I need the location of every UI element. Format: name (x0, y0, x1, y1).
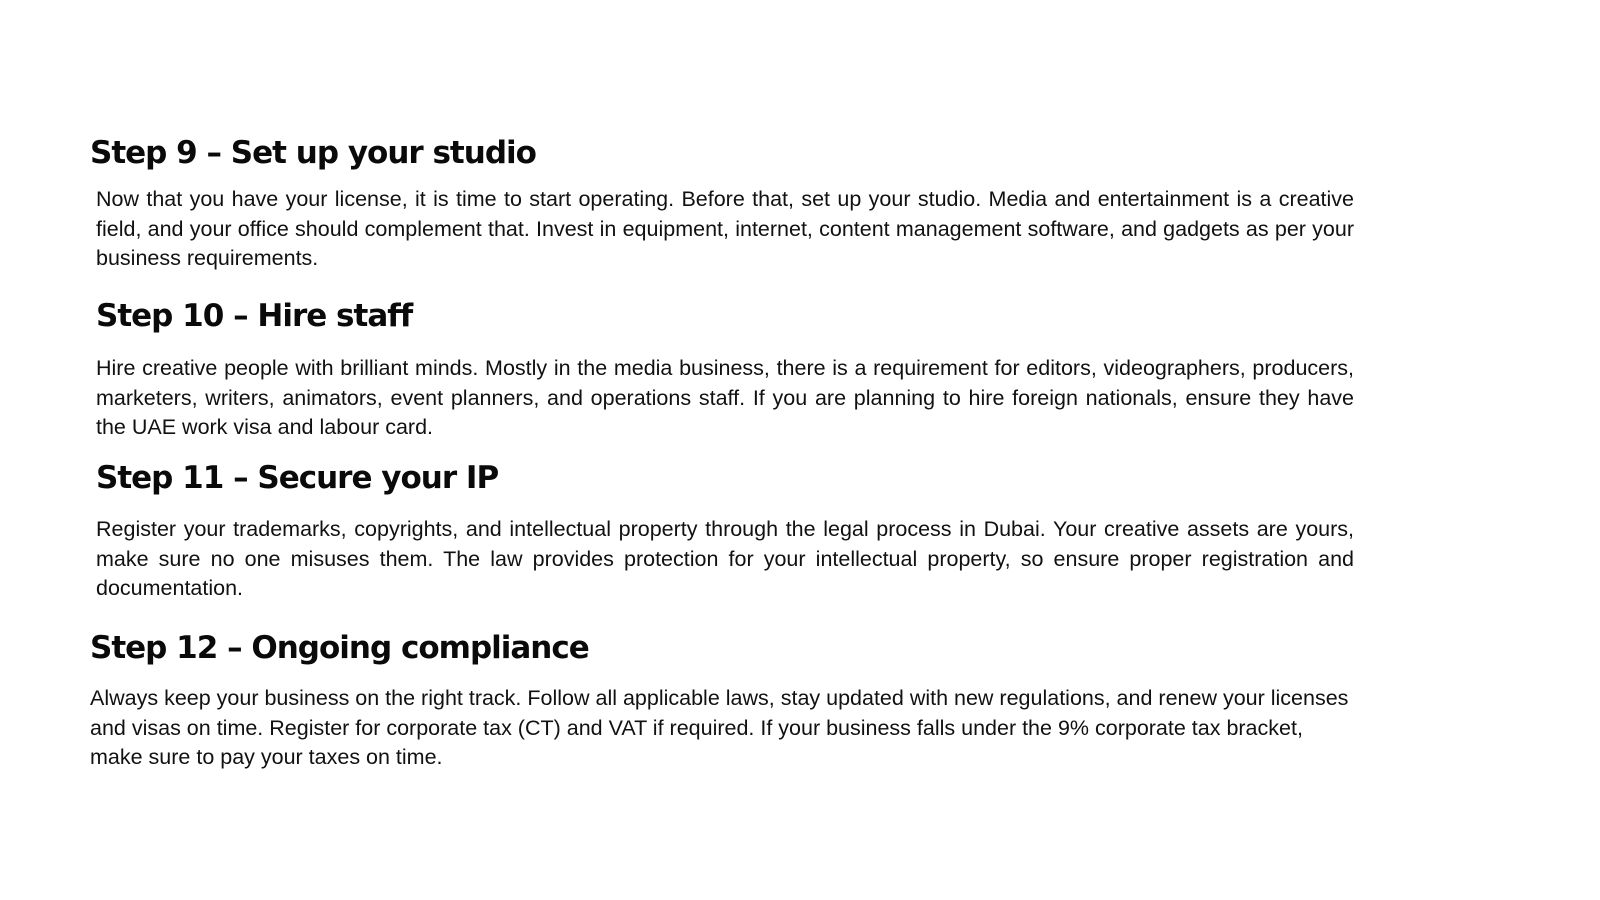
section-body-step-9: Now that you have your license, it is time to start operating. Before that, set up your studio. Media and entertainment is a creative field, and your office should complement that. Invest in equipment, internet, content management software, and gadgets as per your business requirements. (96, 187, 1354, 270)
section-heading-step-10: Step 10 – Hire staff (96, 298, 413, 334)
section-body-step-10: Hire creative people with brilliant minds. Mostly in the media business, there is a requirement for editors, videographers, producers, marketers, writers, animators, event planners, and operations staff. If you are planning to hire foreign nationals, ensure they have the UAE work visa and labour card. (96, 356, 1354, 439)
section-heading-step-9: Step 9 – Set up your studio (90, 135, 536, 171)
section-body-step-11: Register your trademarks, copyrights, and intellectual property through the legal process in Dubai. Your creative assets are yours, make sure no one misuses them. The law provides protection for your intellectual property, so ensure proper registration and documentation. (96, 517, 1354, 600)
section-heading-step-12: Step 12 – Ongoing compliance (90, 630, 589, 666)
section-heading-step-11: Step 11 – Secure your IP (96, 460, 499, 496)
section-body-step-12: Always keep your business on the right track. Follow all applicable laws, stay updated with new regulations, and renew your licenses and visas on time. Register for corporate tax (CT) and VAT if required. If your business falls under the 9% corporate tax bracket, make sure to pay your taxes on time. (90, 686, 1349, 769)
